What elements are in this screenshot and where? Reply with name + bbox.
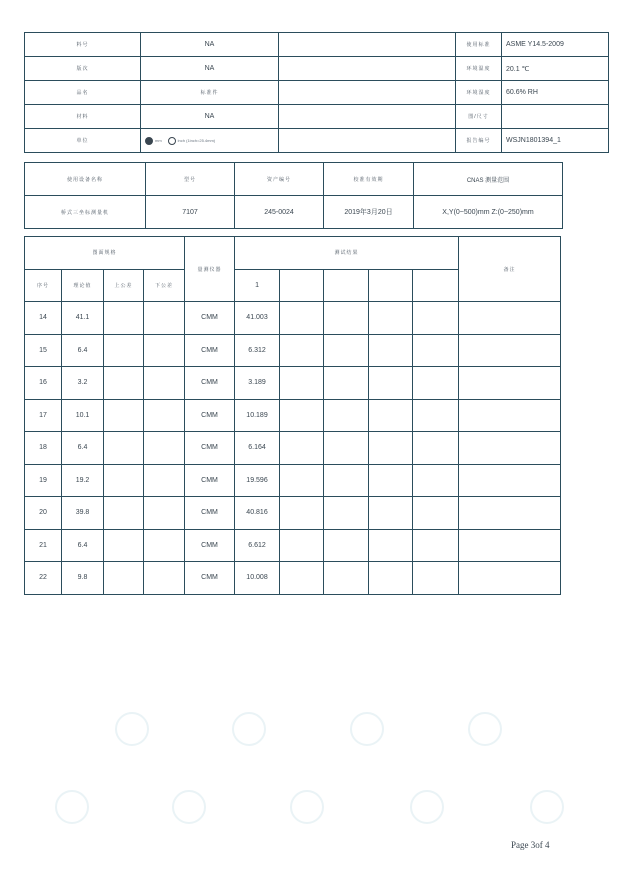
measure-method: CMM	[185, 399, 235, 432]
measure-method: CMM	[185, 302, 235, 335]
result-empty	[369, 367, 413, 400]
part-info-row	[25, 57, 609, 81]
part-info-row	[25, 33, 609, 57]
info-label-right: 报告编号	[456, 129, 502, 153]
result-empty	[413, 302, 459, 335]
watermark-mark	[350, 712, 384, 746]
unit-options	[141, 129, 279, 153]
remark-header: 备注	[459, 237, 561, 302]
unit-mm-label: mm	[155, 138, 162, 143]
info-value: 标准件	[141, 81, 279, 105]
result-empty	[413, 529, 459, 562]
info-label: 单位	[25, 129, 141, 153]
result-column-header	[280, 269, 324, 302]
watermark-mark	[172, 790, 206, 824]
info-label-right: 环境湿度	[456, 81, 502, 105]
result-header: 测试结果	[235, 237, 459, 270]
result-empty	[280, 334, 324, 367]
lower-tolerance	[144, 497, 185, 530]
result-value: 19.596	[235, 464, 280, 497]
watermark-mark	[290, 790, 324, 824]
remark-cell	[459, 334, 561, 367]
result-empty	[324, 497, 369, 530]
upper-tolerance	[104, 367, 144, 400]
result-value: 6.164	[235, 432, 280, 465]
part-info-row	[25, 129, 609, 153]
info-label-right: 使用标准	[456, 33, 502, 57]
info-label-right: 环境温度	[456, 57, 502, 81]
result-empty	[413, 334, 459, 367]
result-empty	[324, 399, 369, 432]
watermark-mark	[410, 790, 444, 824]
upper-tolerance	[104, 399, 144, 432]
table-row	[25, 367, 561, 400]
part-info-table	[24, 32, 609, 153]
result-empty	[413, 497, 459, 530]
row-number: 15	[25, 334, 62, 367]
table-row	[25, 464, 561, 497]
unit-inch-label: inch (1inch=25.4mm)	[177, 138, 216, 143]
remark-cell	[459, 367, 561, 400]
result-empty	[369, 497, 413, 530]
result-empty	[413, 399, 459, 432]
info-value: NA	[141, 105, 279, 129]
remark-cell	[459, 497, 561, 530]
info-spacer	[279, 129, 456, 153]
result-value: 10.189	[235, 399, 280, 432]
measure-method: CMM	[185, 367, 235, 400]
lower-tolerance	[144, 562, 185, 595]
remark-cell	[459, 562, 561, 595]
spec-subheader: 上公差	[104, 269, 144, 302]
result-column-header	[324, 269, 369, 302]
watermark-mark	[232, 712, 266, 746]
info-value-right: 20.1 ℃	[502, 57, 609, 81]
measure-method: CMM	[185, 334, 235, 367]
result-empty	[324, 529, 369, 562]
result-empty	[413, 367, 459, 400]
row-number: 19	[25, 464, 62, 497]
result-empty	[280, 562, 324, 595]
asset-number-value: 245-0024	[235, 196, 324, 229]
result-empty	[369, 334, 413, 367]
watermark-mark	[468, 712, 502, 746]
remark-cell	[459, 464, 561, 497]
info-value-right: ASME Y14.5-2009	[502, 33, 609, 57]
result-column-header	[413, 269, 459, 302]
radio-mm-icon[interactable]	[145, 137, 153, 145]
info-spacer	[279, 57, 456, 81]
upper-tolerance	[104, 529, 144, 562]
row-number: 18	[25, 432, 62, 465]
result-empty	[369, 464, 413, 497]
watermark-mark	[115, 712, 149, 746]
model-header: 型号	[146, 163, 235, 196]
info-label: 版次	[25, 57, 141, 81]
result-empty	[369, 529, 413, 562]
info-label: 品名	[25, 81, 141, 105]
info-label: 材料	[25, 105, 141, 129]
upper-tolerance	[104, 302, 144, 335]
method-header: 量测仪器	[185, 237, 235, 302]
result-value: 6.612	[235, 529, 280, 562]
info-spacer	[279, 81, 456, 105]
row-number: 21	[25, 529, 62, 562]
result-empty	[280, 367, 324, 400]
spec-group-header: 图面规格	[25, 237, 185, 270]
nominal-value: 41.1	[62, 302, 104, 335]
info-spacer	[279, 105, 456, 129]
upper-tolerance	[104, 464, 144, 497]
nominal-value: 6.4	[62, 334, 104, 367]
info-value-right	[502, 105, 609, 129]
equipment-name-value: 桥式三坐标测量机	[25, 196, 146, 229]
lower-tolerance	[144, 529, 185, 562]
result-empty	[324, 464, 369, 497]
calibration-date-value: 2019年3月20日	[324, 196, 414, 229]
cnas-range-value: X,Y(0~500)mm Z:(0~250)mm	[414, 196, 563, 229]
upper-tolerance	[104, 432, 144, 465]
result-empty	[369, 562, 413, 595]
result-empty	[280, 302, 324, 335]
table-row	[25, 562, 561, 595]
remark-cell	[459, 529, 561, 562]
nominal-value: 6.4	[62, 432, 104, 465]
info-value-right: 60.6% RH	[502, 81, 609, 105]
lower-tolerance	[144, 302, 185, 335]
result-empty	[324, 334, 369, 367]
result-empty	[280, 464, 324, 497]
result-empty	[324, 302, 369, 335]
result-empty	[280, 432, 324, 465]
table-row	[25, 302, 561, 335]
watermark-mark	[530, 790, 564, 824]
row-number: 16	[25, 367, 62, 400]
remark-cell	[459, 399, 561, 432]
result-empty	[413, 464, 459, 497]
equipment-name-header: 使用设备名称	[25, 163, 146, 196]
lower-tolerance	[144, 399, 185, 432]
result-empty	[369, 399, 413, 432]
lower-tolerance	[144, 432, 185, 465]
result-column-header: 1	[235, 269, 280, 302]
info-value: NA	[141, 57, 279, 81]
cnas-range-header: CNAS 测量范围	[414, 163, 563, 196]
result-empty	[280, 497, 324, 530]
spec-subheader: 理论值	[62, 269, 104, 302]
info-label: 料号	[25, 33, 141, 57]
nominal-value: 10.1	[62, 399, 104, 432]
table-row	[25, 334, 561, 367]
nominal-value: 19.2	[62, 464, 104, 497]
measurement-body	[25, 237, 561, 595]
measurement-header-row	[25, 237, 561, 270]
table-row	[25, 432, 561, 465]
result-empty	[369, 302, 413, 335]
result-empty	[324, 367, 369, 400]
part-info-body	[25, 33, 609, 153]
equipment-header-row	[25, 163, 563, 196]
result-value: 40.816	[235, 497, 280, 530]
part-info-row	[25, 105, 609, 129]
result-empty	[369, 432, 413, 465]
upper-tolerance	[104, 497, 144, 530]
result-empty	[280, 399, 324, 432]
result-empty	[413, 562, 459, 595]
table-row	[25, 399, 561, 432]
result-empty	[413, 432, 459, 465]
row-number: 17	[25, 399, 62, 432]
info-spacer	[279, 33, 456, 57]
measure-method: CMM	[185, 562, 235, 595]
result-column-header	[369, 269, 413, 302]
calibration-date-header: 校准有效期	[324, 163, 414, 196]
info-value-right: WSJN1801394_1	[502, 129, 609, 153]
equipment-table	[24, 162, 563, 229]
result-value: 3.189	[235, 367, 280, 400]
row-number: 20	[25, 497, 62, 530]
spec-subheader: 序号	[25, 269, 62, 302]
info-label-right: 图/尺寸	[456, 105, 502, 129]
upper-tolerance	[104, 562, 144, 595]
model-value: 7107	[146, 196, 235, 229]
measure-method: CMM	[185, 464, 235, 497]
spec-subheader: 下公差	[144, 269, 185, 302]
measure-method: CMM	[185, 432, 235, 465]
lower-tolerance	[144, 334, 185, 367]
part-info-row	[25, 81, 609, 105]
measurement-table	[24, 236, 561, 595]
upper-tolerance	[104, 334, 144, 367]
watermark-mark	[55, 790, 89, 824]
radio-inch-icon[interactable]	[168, 137, 176, 145]
measure-method: CMM	[185, 529, 235, 562]
result-value: 6.312	[235, 334, 280, 367]
remark-cell	[459, 302, 561, 335]
nominal-value: 6.4	[62, 529, 104, 562]
result-value: 41.003	[235, 302, 280, 335]
table-row	[25, 497, 561, 530]
row-number: 14	[25, 302, 62, 335]
info-value: NA	[141, 33, 279, 57]
result-empty	[280, 529, 324, 562]
nominal-value: 39.8	[62, 497, 104, 530]
row-number: 22	[25, 562, 62, 595]
asset-number-header: 资产编号	[235, 163, 324, 196]
nominal-value: 9.8	[62, 562, 104, 595]
remark-cell	[459, 432, 561, 465]
equipment-value-row	[25, 196, 563, 229]
table-row	[25, 529, 561, 562]
result-empty	[324, 562, 369, 595]
result-empty	[324, 432, 369, 465]
page-number: Page 3of 4	[511, 840, 550, 850]
result-value: 10.008	[235, 562, 280, 595]
lower-tolerance	[144, 464, 185, 497]
nominal-value: 3.2	[62, 367, 104, 400]
measure-method: CMM	[185, 497, 235, 530]
lower-tolerance	[144, 367, 185, 400]
